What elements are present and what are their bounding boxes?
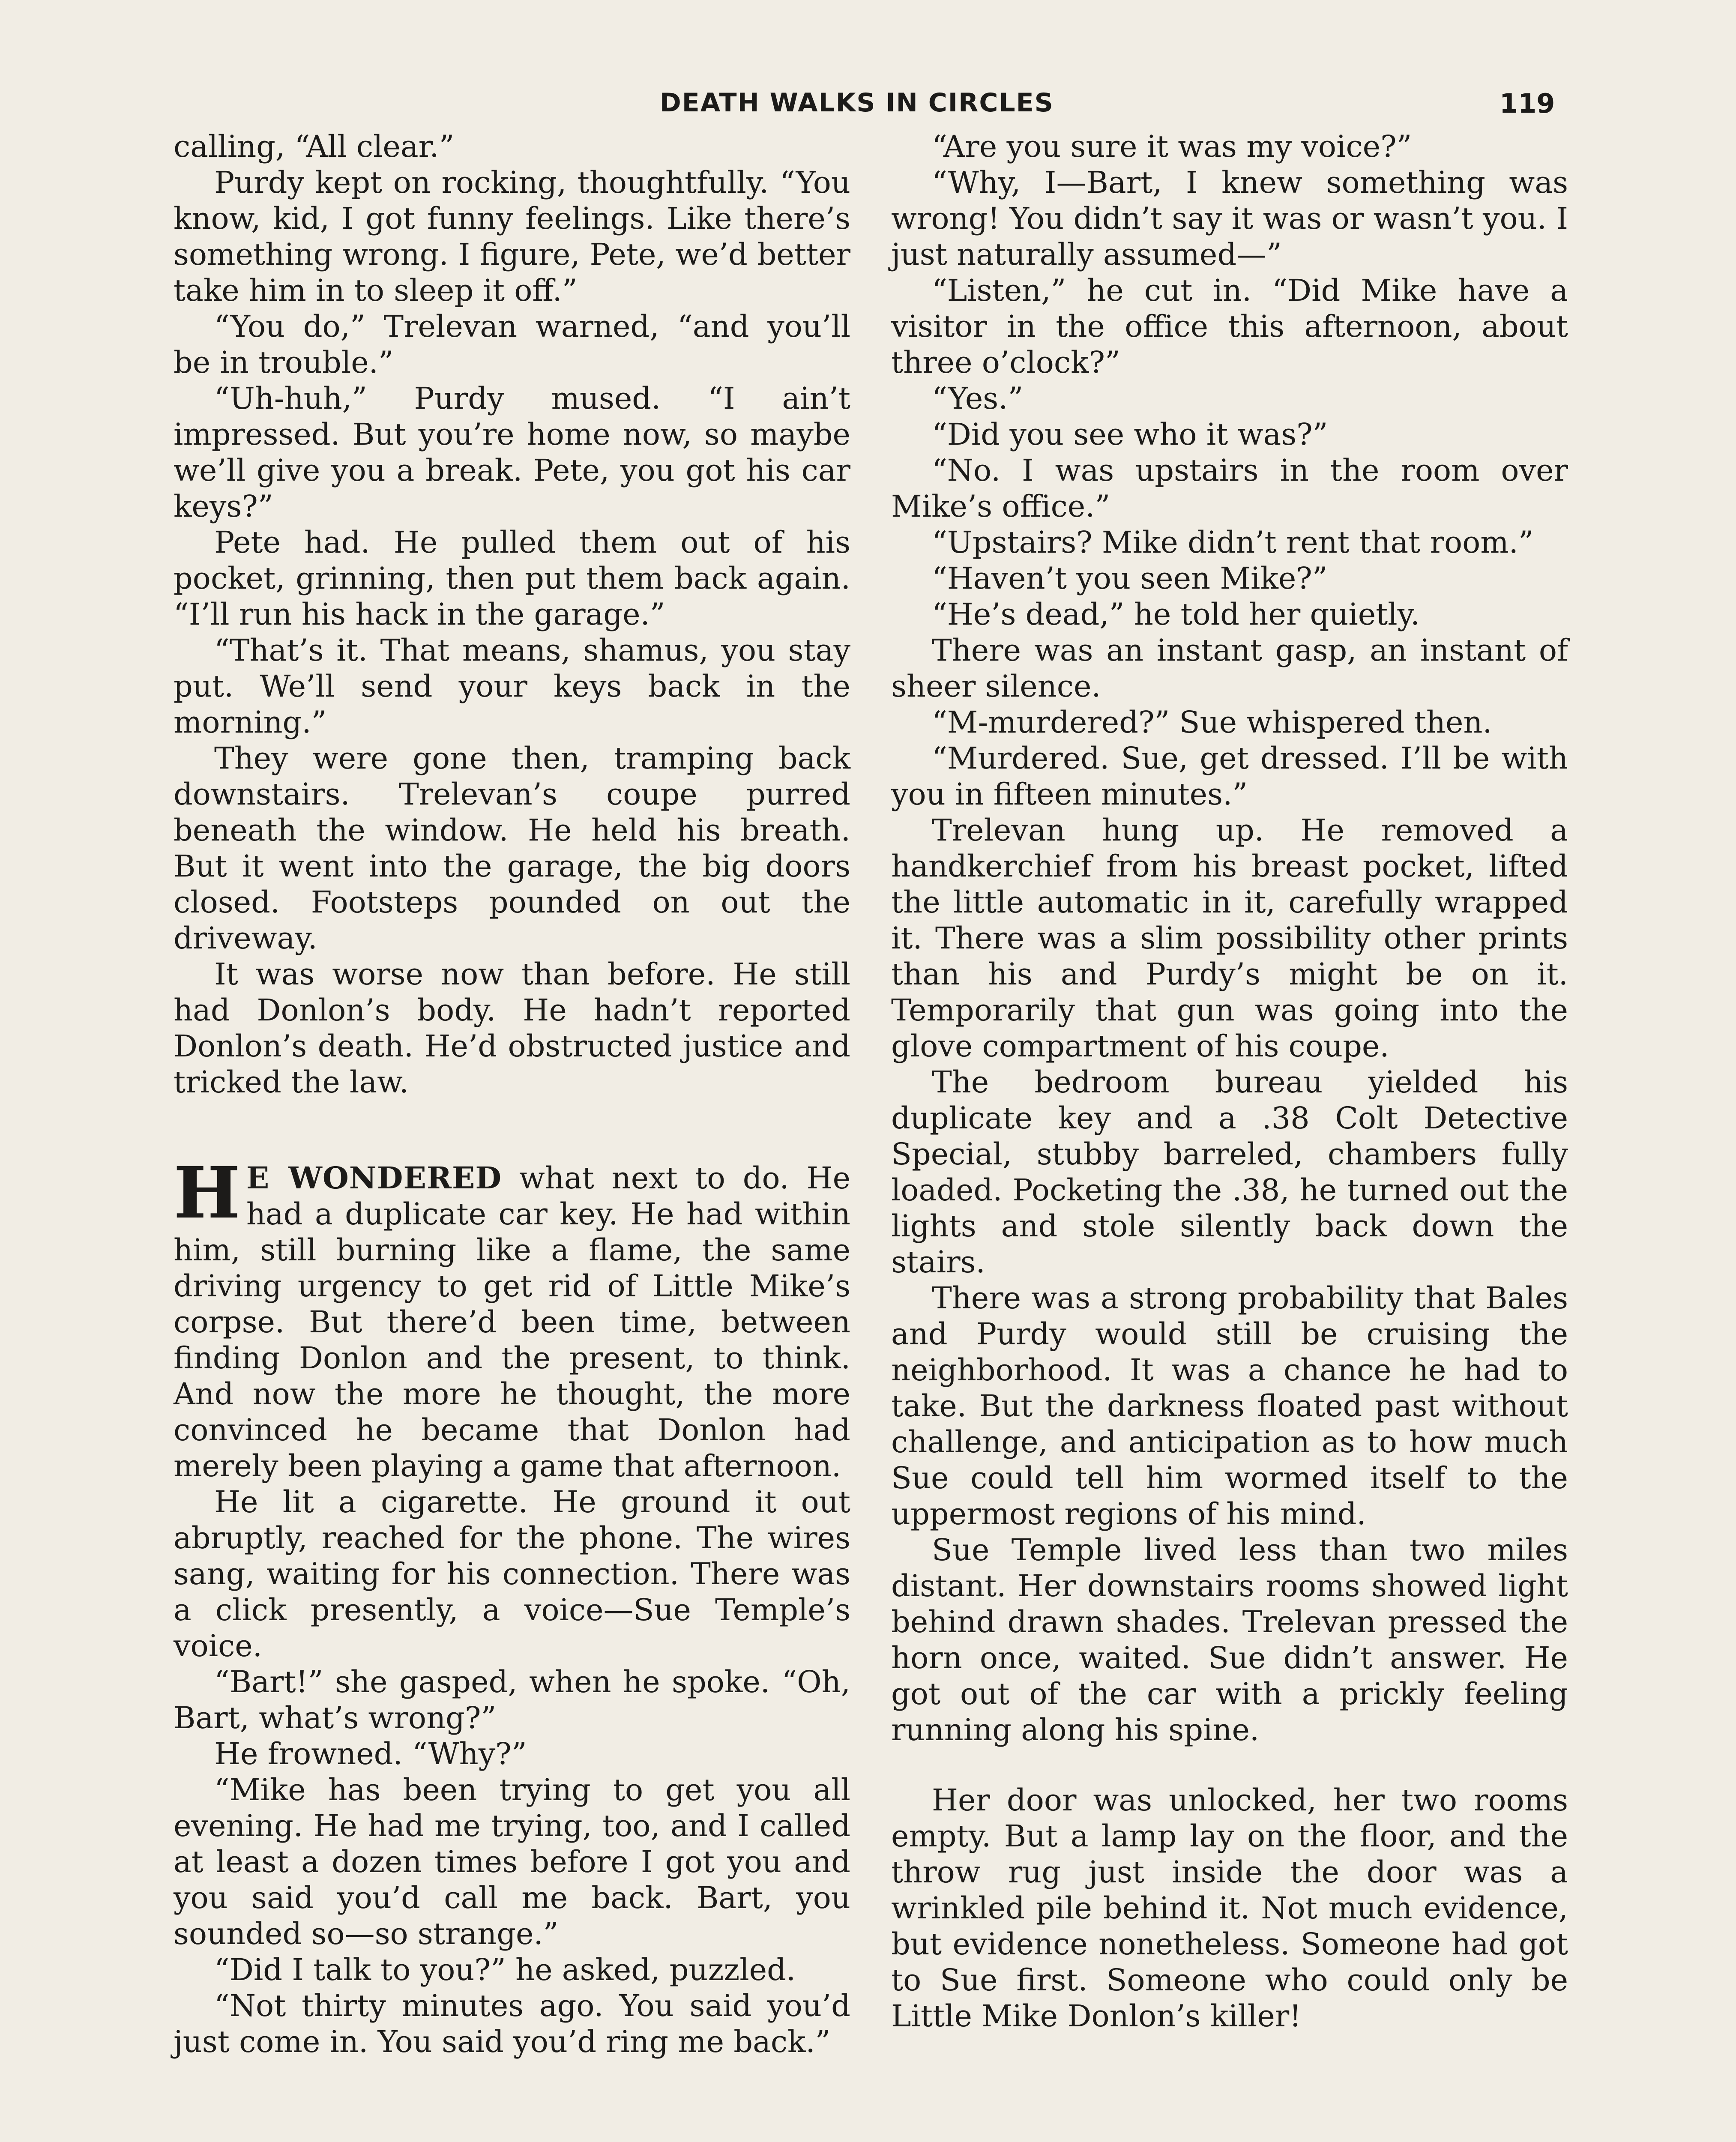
paragraph: Trelevan hung up. He removed a handkerchief from his breast pocket, lifted the little automatic in it, carefully wrapped it. There was a slim possibility other prints than his and Purdy’s might be on it. Temporarily that gun was going into the glove compartment of his coupe.	[891, 813, 1568, 1064]
paragraph: “Upstairs? Mike didn’t rent that room.”	[932, 525, 1534, 560]
paragraph: “Are you sure it was my voice?”	[932, 129, 1412, 164]
running-head-title: DEATH WALKS IN CIRCLES	[660, 88, 1054, 118]
page-number: 119	[1500, 88, 1555, 119]
left-column	[174, 129, 850, 2060]
paragraph: “Listen,” he cut in. “Did Mike have a visitor in the office this afternoon, about three o’clock?”	[891, 273, 1568, 380]
paragraph: There was an instant gasp, an instant of sheer silence.	[891, 633, 1568, 704]
paragraph: He frowned. “Why?”	[214, 1736, 527, 1771]
paragraph: The bedroom bureau yielded his duplicate key and a .38 Colt Detective Special, stubby barreled, chambers fully loaded. Pocketing the .38, he turned out the lights and stole silently back down the stairs.	[891, 1065, 1568, 1280]
paragraph: “Bart!” she gasped, when he spoke. “Oh, Bart, what’s wrong?”	[174, 1664, 850, 1735]
paragraph: “Haven’t you seen Mike?”	[932, 561, 1328, 596]
paragraph: Purdy kept on rocking, thoughtfully. “You know, kid, I got funny feelings. Like there’s something wrong. I figure, Pete, we’d better take him in to sleep it off.”	[174, 165, 850, 308]
drop-cap: H	[174, 1151, 240, 1234]
paragraph: There was a strong probability that Bales and Purdy would still be cruising the neighborhood. It was a chance he had to take. But the darkness floated past without challenge, and anticipation as to how much Sue could tell him wormed itself to the uppermost regions of his mind.	[891, 1280, 1568, 1532]
paragraph: “Not thirty minutes ago. You said you’d just come in. You said you’d ring me back.”	[174, 1988, 850, 2059]
section-lead-in: E WONDERED	[246, 1160, 502, 1196]
paragraph: Pete had. He pulled them out of his pocket, grinning, then put them back again. “I’ll run his hack in the garage.”	[174, 525, 850, 632]
paragraph: “No. I was upstairs in the room over Mike’s office.”	[891, 453, 1568, 524]
paragraph: “Why, I—Bart, I knew something was wrong! You didn’t say it was or wasn’t you. I just naturally assumed—”	[891, 165, 1568, 272]
paragraph: Sue Temple lived less than two miles distant. Her downstairs rooms showed light behind drawn shades. Trelevan pressed the horn once, waited. Sue didn’t answer. He got out of the car with a prickly feeling running along his spine.	[891, 1532, 1568, 1747]
paragraph: They were gone then, tramping back downstairs. Trelevan’s coupe purred beneath the window. He held his breath. But it went into the garage, the big doors closed. Footsteps pounded on out the driveway.	[174, 741, 850, 956]
paragraph: It was worse now than before. He still had Donlon’s body. He hadn’t reported Donlon’s death. He’d obstructed justice and tricked the law.	[174, 957, 850, 1100]
section-text: what next to do. He had a duplicate car key. He had within him, still burning like a flame, the same driving urgency to get rid of Little Mike’s corpse. But there’d been time, between finding Donlon and the present, to think. And now the more he thought, the more convinced he became that Donlon had merely been playing a game that afternoon.	[174, 1161, 851, 1484]
paragraph: “Did I talk to you?” he asked, puzzled.	[214, 1952, 796, 1987]
paragraph: “Mike has been trying to get you all evening. He had me trying, too, and I called at least a dozen times before I got you and you said you’d call me back. Bart, you sounded so—so strange.”	[174, 1772, 850, 1951]
paragraph: “Uh-huh,” Purdy mused. “I ain’t impressed. But you’re home now, so maybe we’ll give you a break. Pete, you got his car keys?”	[174, 381, 850, 524]
paragraph: He lit a cigarette. He ground it out abruptly, reached for the phone. The wires sang, waiting for his connection. There was a click presently, a voice—Sue Temple’s voice.	[174, 1484, 850, 1663]
paragraph: “You do,” Trelevan warned, “and you’ll be in trouble.”	[174, 309, 850, 380]
paragraph: calling, “All clear.”	[174, 129, 455, 164]
paragraph: “Yes.”	[932, 381, 1024, 416]
paragraph: “Did you see who it was?”	[932, 417, 1328, 452]
paragraph: Her door was unlocked, her two rooms empty. But a lamp lay on the floor, and the throw rug just inside the door was a wrinkled pile behind it. Not much evidence, but evidence nonetheless. Someone had got to Sue first. Someone who could only be Little Mike Donlon’s killer!	[891, 1783, 1568, 2034]
paragraph: “M-murdered?” Sue whispered then.	[932, 705, 1492, 740]
paragraph: “Murdered. Sue, get dressed. I’ll be with you in fifteen minutes.”	[891, 741, 1568, 812]
right-column	[891, 129, 1568, 2034]
paragraph: “He’s dead,” he told her quietly.	[932, 597, 1420, 632]
paragraph: “That’s it. That means, shamus, you stay put. We’ll send your keys back in the morning.”	[174, 633, 850, 740]
section-opening-paragraph	[174, 1151, 851, 1484]
